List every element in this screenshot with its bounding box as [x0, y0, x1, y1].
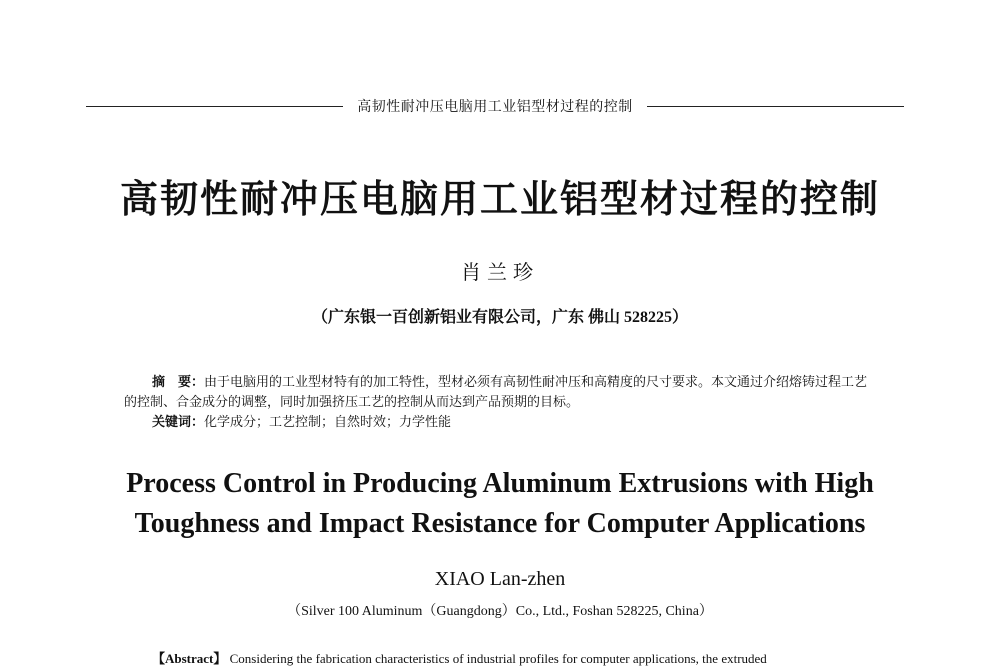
keywords-cn-label: 关键词：: [152, 414, 205, 429]
running-header: [86, 96, 904, 116]
author-en: XIAO Lan-zhen: [434, 568, 566, 590]
paper-title-en-line1: Process Control in Producing Aluminum Extrusions with High: [126, 468, 874, 499]
abstract-cn-text: 由于电脑用的工业型材特有的加工特性，型材必须有高韧性耐冲压和高精度的尺寸要求。本文通过介绍熔铸过程工艺的控制、合金成分的调整，同时加强挤压工艺的控制从而达到产品预期的目标。: [124, 374, 868, 409]
abstract-cn: [124, 372, 872, 412]
abstract-en-text: Considering the fabrication characteristics of industrial profiles for computer applications, the extruded: [226, 651, 767, 666]
paper-title-en: [0, 464, 1000, 544]
header-rule-left: [86, 106, 343, 107]
abstract-en-label: 【Abstract】: [152, 651, 227, 666]
author-cn: 肖兰珍: [461, 262, 539, 284]
running-header-text: 高韧性耐冲压电脑用工业铝型材过程的控制: [357, 100, 633, 115]
paper-title-cn: 高韧性耐冲压电脑用工业铝型材过程的控制: [119, 179, 880, 221]
keywords-cn-text: 化学成分；工艺控制；自然时效；力学性能: [204, 414, 452, 429]
abstract-cn-label: 摘 要：: [152, 374, 205, 389]
affiliation-en: （Silver 100 Aluminum（Guangdong）Co., Ltd., Foshan 528225, China）: [287, 604, 713, 619]
header-rule-right: [647, 106, 904, 107]
paper-title-en-line2: Toughness and Impact Resistance for Computer Applications: [134, 508, 866, 539]
affiliation-cn: （广东银一百创新铝业有限公司，广东 佛山 528225）: [311, 309, 688, 326]
abstract-en: [152, 648, 872, 667]
abstract-cn-block: [124, 372, 872, 432]
keywords-cn: [124, 412, 872, 432]
